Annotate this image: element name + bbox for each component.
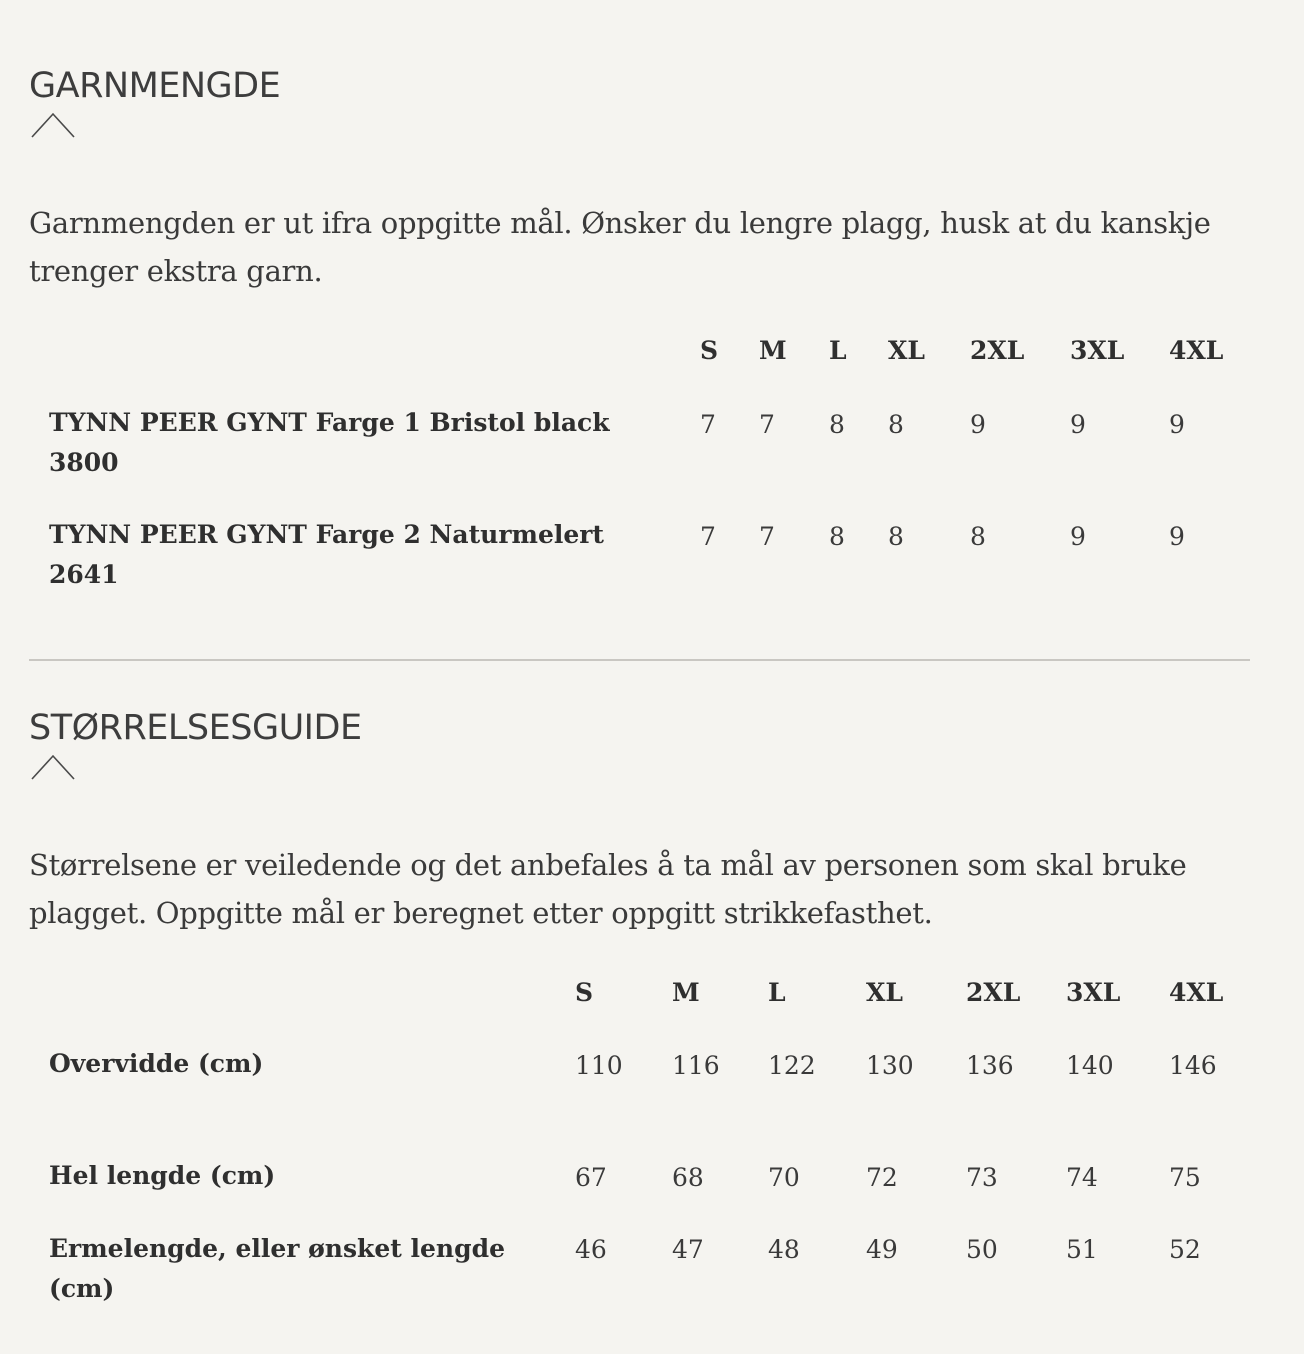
sizeguide-cell: 140 [1066,1051,1114,1080]
yarn-cell: 7 [700,522,716,551]
sizeguide-row-label: Ermelengde, eller ønsket lengde (cm) [49,1234,505,1303]
sizeguide-size-header: S [575,978,594,1007]
yarn-cell: 9 [1169,522,1185,551]
chevron-up-icon[interactable] [31,754,75,780]
yarn-description: Garnmengden er ut ifra oppgitte mål. Ønsker du lengre plagg, husk at du kanskje trenger ekstra garn. [29,206,1211,288]
sizeguide-cell: 73 [966,1163,998,1192]
sizeguide-cell: 74 [1066,1163,1098,1192]
sizeguide-size-header: XL [866,978,903,1007]
sizeguide-description: Størrelsene er veiledende og det anbefales å ta mål av personen som skal bruke plagget. Oppgitte mål er beregnet etter oppgitt strikkefasthet. [29,848,1187,930]
chevron-up-icon[interactable] [31,112,75,138]
sizeguide-row-label: Overvidde (cm) [49,1049,264,1078]
yarn-cell: 8 [888,522,904,551]
sizeguide-cell: 50 [966,1235,998,1264]
yarn-cell: 9 [1070,410,1086,439]
sizeguide-cell: 136 [966,1051,1014,1080]
sizeguide-size-header: 2XL [966,978,1021,1007]
yarn-cell: 9 [1070,522,1086,551]
yarn-size-header: M [759,336,787,365]
sizeguide-cell: 68 [672,1163,704,1192]
yarn-size-header: L [829,336,847,365]
yarn-size-header: XL [888,336,925,365]
sizeguide-cell: 67 [575,1163,607,1192]
yarn-size-header: S [700,336,719,365]
sizeguide-cell: 47 [672,1235,704,1264]
sizeguide-cell: 52 [1169,1235,1201,1264]
section-divider [29,659,1250,661]
yarn-cell: 7 [759,522,775,551]
sizeguide-cell: 70 [768,1163,800,1192]
yarn-row-label: TYNN PEER GYNT Farge 1 Bristol black 3800 [49,408,610,477]
sizeguide-size-header: 4XL [1169,978,1224,1007]
yarn-cell: 8 [829,522,845,551]
sizeguide-size-header: 3XL [1066,978,1121,1007]
sizeguide-cell: 48 [768,1235,800,1264]
yarn-row-label: TYNN PEER GYNT Farge 2 Naturmelert 2641 [49,520,604,589]
yarn-cell: 7 [759,410,775,439]
sizeguide-cell: 75 [1169,1163,1201,1192]
yarn-cell: 9 [1169,410,1185,439]
sizeguide-cell: 49 [866,1235,898,1264]
sizeguide-size-header: L [768,978,786,1007]
yarn-cell: 8 [888,410,904,439]
yarn-section-heading[interactable]: GARNMENGDE [29,66,281,106]
yarn-cell: 8 [970,522,986,551]
yarn-cell: 7 [700,410,716,439]
sizeguide-cell: 46 [575,1235,607,1264]
sizeguide-size-header: M [672,978,700,1007]
yarn-size-header: 3XL [1070,336,1125,365]
yarn-size-header: 2XL [970,336,1025,365]
sizeguide-cell: 116 [672,1051,720,1080]
sizeguide-cell: 51 [1066,1235,1098,1264]
yarn-cell: 8 [829,410,845,439]
sizeguide-cell: 122 [768,1051,816,1080]
sizeguide-cell: 72 [866,1163,898,1192]
yarn-size-header: 4XL [1169,336,1224,365]
sizeguide-cell: 110 [575,1051,623,1080]
sizeguide-cell: 146 [1169,1051,1217,1080]
yarn-cell: 9 [970,410,986,439]
sizeguide-row-label: Hel lengde (cm) [49,1161,276,1190]
sizeguide-section-heading[interactable]: STØRRELSESGUIDE [29,708,362,748]
sizeguide-cell: 130 [866,1051,914,1080]
